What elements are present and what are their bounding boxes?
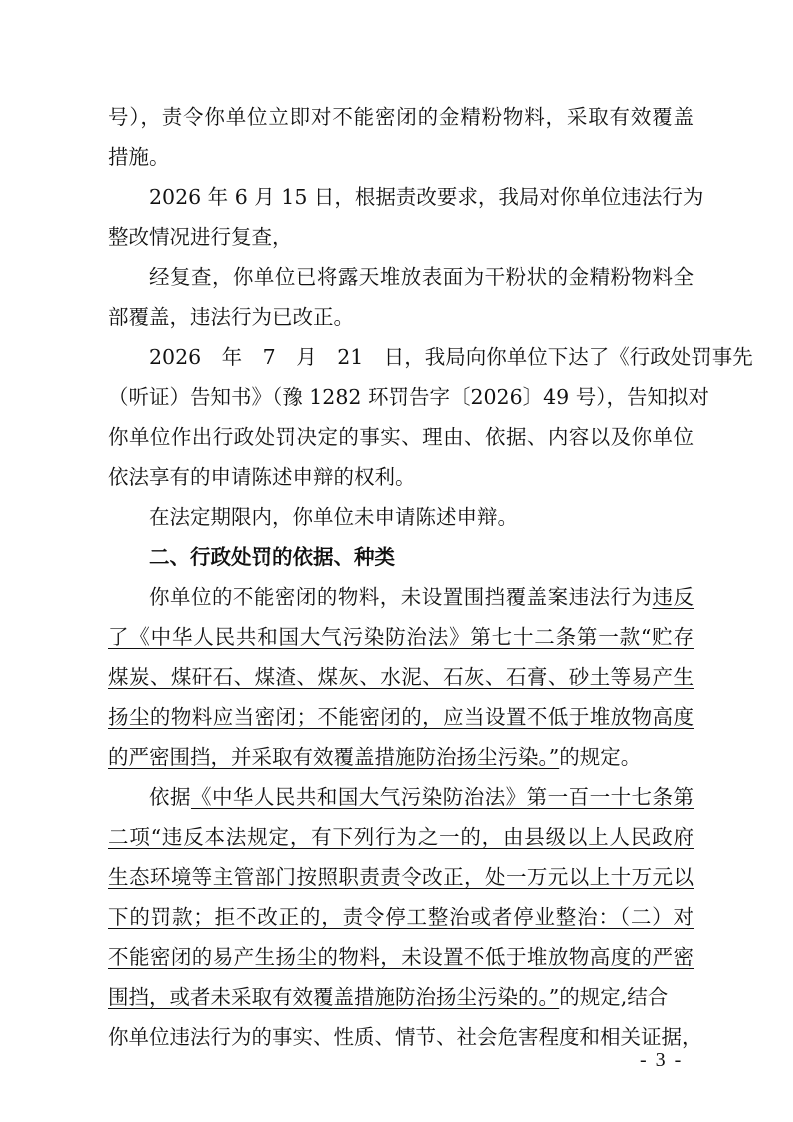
page-number: - 3 - [640, 1049, 684, 1071]
text-line-underlined: 了《中华人民共和国大气污染防治法》第七十二条第一款“贮存 [108, 625, 694, 649]
text-line-underlined: 不能密闭的易产生扬尘的物料，未设置不低于堆放物高度的严密 [108, 945, 694, 969]
text-line-underlined: 生态环境等主管部门按照职责责令改正，处一万元以上十万元以 [108, 865, 694, 889]
text-line-underlined: 下的罚款；拒不改正的，责令停工整治或者停业整治：（二）对 [108, 905, 694, 929]
text-line: 号），责令你单位立即对不能密闭的金精粉物料，采取有效覆盖 [108, 105, 694, 129]
text-line: （听证）告知书》（豫 1282 环罚告字〔2026〕49 号），告知拟对 [108, 385, 709, 409]
text-line: 依据《中华人民共和国大气污染防治法》第一百一十七条第 [149, 785, 695, 809]
text-line-underlined: 二项“违反本法规定，有下列行为之一的，由县级以上人民政府 [108, 825, 694, 849]
text-line: 你单位违法行为的事实、性质、情节、社会危害程度和相关证据， [108, 1025, 703, 1049]
text-line: 围挡，或者未采取有效覆盖措施防治扬尘污染的。”的规定,结合 [108, 985, 669, 1009]
text-line: 措施。 [108, 145, 170, 169]
text-line: 2026 年 7 月 21 日，我局向你单位下达了《行政处罚事先 [149, 345, 753, 369]
text-line-underlined: 煤炭、煤矸石、煤渣、煤灰、水泥、石灰、石膏、砂土等易产生 [108, 665, 694, 689]
text-line: 经复查，你单位已将露天堆放表面为干粉状的金精粉物料全 [149, 265, 694, 289]
text-line: 整改情况进行复查， [108, 225, 293, 249]
text-line: 依法享有的申请陈述申辩的权利。 [108, 465, 416, 489]
text-line: 你单位的不能密闭的物料，未设置围挡覆盖案违法行为违反 [149, 585, 695, 609]
text-line: 的严密围挡，并采取有效覆盖措施防治扬尘污染。”的规定。 [108, 745, 642, 769]
text-line: 你单位作出行政处罚决定的事实、理由、依据、内容以及你单位 [108, 425, 694, 449]
text-line-underlined: 扬尘的物料应当密闭；不能密闭的，应当设置不低于堆放物高度 [108, 705, 694, 729]
section-heading: 二、行政处罚的依据、种类 [149, 545, 395, 569]
text-line: 2026 年 6 月 15 日，根据责改要求，我局对你单位违法行为 [149, 185, 704, 209]
text-line: 在法定期限内，你单位未申请陈述申辩。 [149, 505, 518, 529]
text-line: 部覆盖，违法行为已改正。 [108, 305, 354, 329]
